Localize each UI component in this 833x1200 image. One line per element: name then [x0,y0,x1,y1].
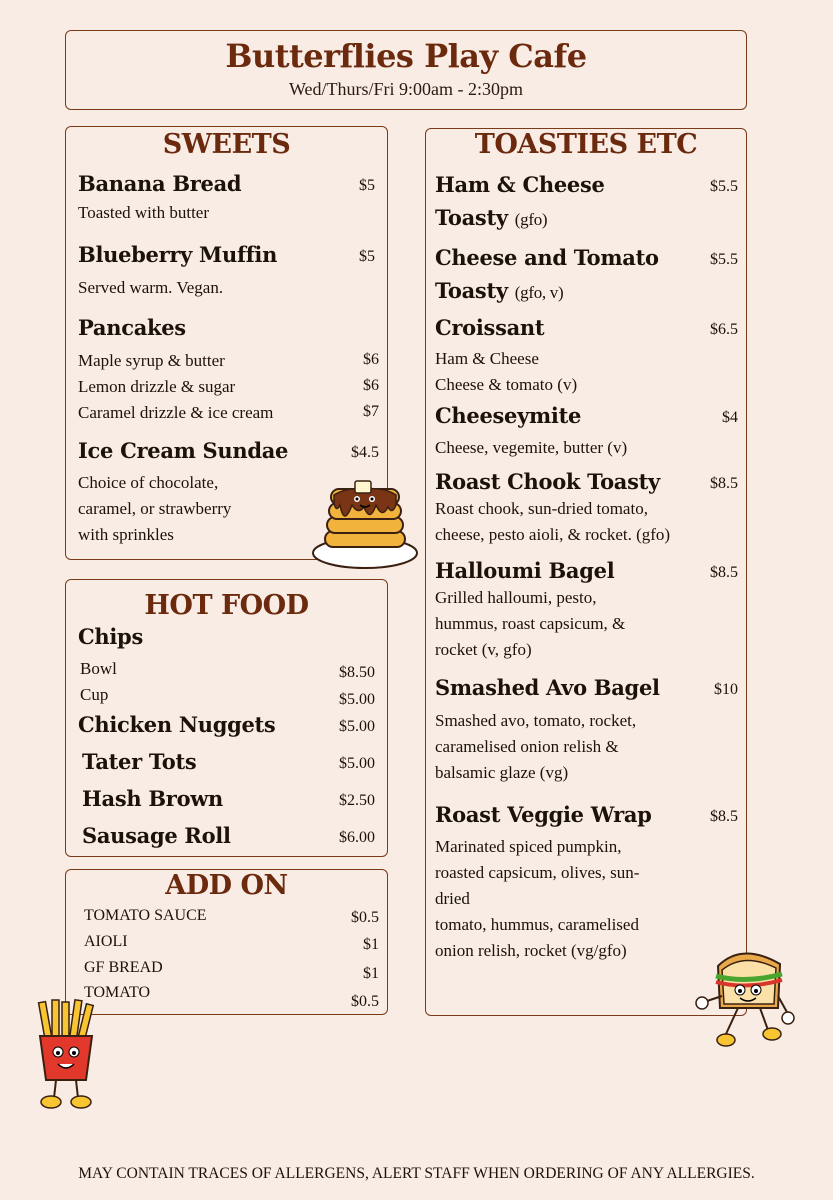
item-price: $6.00 [339,829,375,846]
option-label: Maple syrup & butter [78,351,225,370]
option-price: $6 [363,377,379,394]
item-name-line: Toasty (gfo, v) [435,278,564,303]
item-desc-line: onion relish, rocket (vg/gfo) [435,941,627,960]
item-desc-line: rocket (v, gfo) [435,640,532,659]
sweets-title: SWEETS [162,129,291,160]
add-on-title: ADD ON [165,870,288,901]
item-price: $5.5 [710,178,738,195]
item-desc: Toasted with butter [78,203,210,222]
toasties-section [425,128,747,1016]
item-name: Blueberry Muffin [78,242,278,267]
item-name: Sausage Roll [82,823,231,848]
item-price: $2.50 [339,792,375,809]
item-desc-line: Cheese, vegemite, butter (v) [435,438,628,457]
item-desc: Served warm. Vegan. [78,278,224,297]
item-desc-line: Roast chook, sun-dried tomato, [435,499,648,518]
item-desc-line: roasted capsicum, olives, sun- [435,863,640,882]
item-price: $8.5 [710,808,738,825]
option-label: Cup [80,685,109,704]
item-name: Smashed Avo Bagel [435,675,660,700]
item-name: Tater Tots [82,749,197,774]
item-name: Cheeseymite [435,403,582,428]
allergen-notice: MAY CONTAIN TRACES OF ALLERGENS, ALERT STAFF WHEN ORDERING OF ANY ALLERGIES. [78,1165,755,1182]
item-desc-line: Choice of chocolate, [78,473,219,492]
item-desc-line: tomato, hummus, caramelised [435,915,639,934]
item-dietary-note: (gfo) [514,210,548,229]
item-desc-line: Marinated spiced pumpkin, [435,837,622,856]
item-name: Pancakes [78,315,186,340]
opening-hours: Wed/Thurs/Fri 9:00am - 2:30pm [288,79,524,99]
option-price: $7 [363,403,379,420]
item-name: Hash Brown [82,786,224,811]
addon-label: AIOLI [84,933,128,950]
option-label: Bowl [80,659,117,678]
item-price: $8.5 [710,475,738,492]
pancake-stack-icon [312,475,418,571]
addon-price: $1 [363,965,379,982]
sandwich-mascot-icon [694,946,794,1050]
item-desc-line: cheese, pesto aioli, & rocket. (gfo) [435,525,671,544]
add-on-section [65,869,388,1015]
item-name-line: Ham & Cheese [435,172,605,197]
fries-mascot-icon [34,1000,98,1110]
item-price: $4 [722,409,738,426]
item-name: Roast Chook Toasty [435,469,660,494]
item-name-line: Toasty (gfo) [435,205,548,230]
hot-food-title: HOT FOOD [144,590,309,621]
item-name: Banana Bread [78,171,242,196]
header-box [65,30,747,110]
option-price: $6 [363,351,379,368]
addon-price: $0.5 [351,993,379,1010]
item-price: $5 [359,248,375,265]
item-desc-line: dried [435,889,470,908]
addon-price: $0.5 [351,909,379,926]
item-price: $4.5 [351,444,379,461]
hot-food-section [65,579,388,857]
toasties-title: TOASTIES ETC [474,129,698,160]
item-name: Ice Cream Sundae [78,438,289,463]
option-price: $5.00 [339,691,375,708]
item-price: $5 [359,177,375,194]
item-price: $6.5 [710,321,738,338]
addon-label: TOMATO [84,984,151,1001]
addon-price: $1 [363,936,379,953]
item-desc-line: balsamic glaze (vg) [435,763,569,782]
item-price: $8.5 [710,564,738,581]
item-name-line: Cheese and Tomato [435,245,659,270]
item-name: Roast Veggie Wrap [435,802,652,827]
item-desc-line: Smashed avo, tomato, rocket, [435,711,637,730]
item-name: Chips [78,624,143,649]
item-desc-line: caramel, or strawberry [78,499,232,518]
item-desc-line: caramelised onion relish & [435,737,619,756]
item-price: $5.00 [339,755,375,772]
addon-label: GF BREAD [84,959,163,976]
item-dietary-note: (gfo, v) [514,283,564,302]
item-price: $5.00 [339,718,375,735]
option-price: $8.50 [339,664,375,681]
item-name: Chicken Nuggets [78,712,276,737]
cafe-title: Butterflies Play Cafe [225,37,587,75]
item-desc-line: Cheese & tomato (v) [435,375,578,394]
item-price: $10 [714,681,738,698]
addon-label: TOMATO SAUCE [84,907,207,924]
item-desc-line: with sprinkles [78,525,174,544]
item-desc-line: hummus, roast capsicum, & [435,614,626,633]
item-price: $5.5 [710,251,738,268]
option-label: Lemon drizzle & sugar [78,377,236,396]
item-name: Halloumi Bagel [435,558,615,583]
item-name: Croissant [435,315,545,340]
item-desc-line: Ham & Cheese [435,349,539,368]
item-desc-line: Grilled halloumi, pesto, [435,588,597,607]
option-label: Caramel drizzle & ice cream [78,403,274,422]
